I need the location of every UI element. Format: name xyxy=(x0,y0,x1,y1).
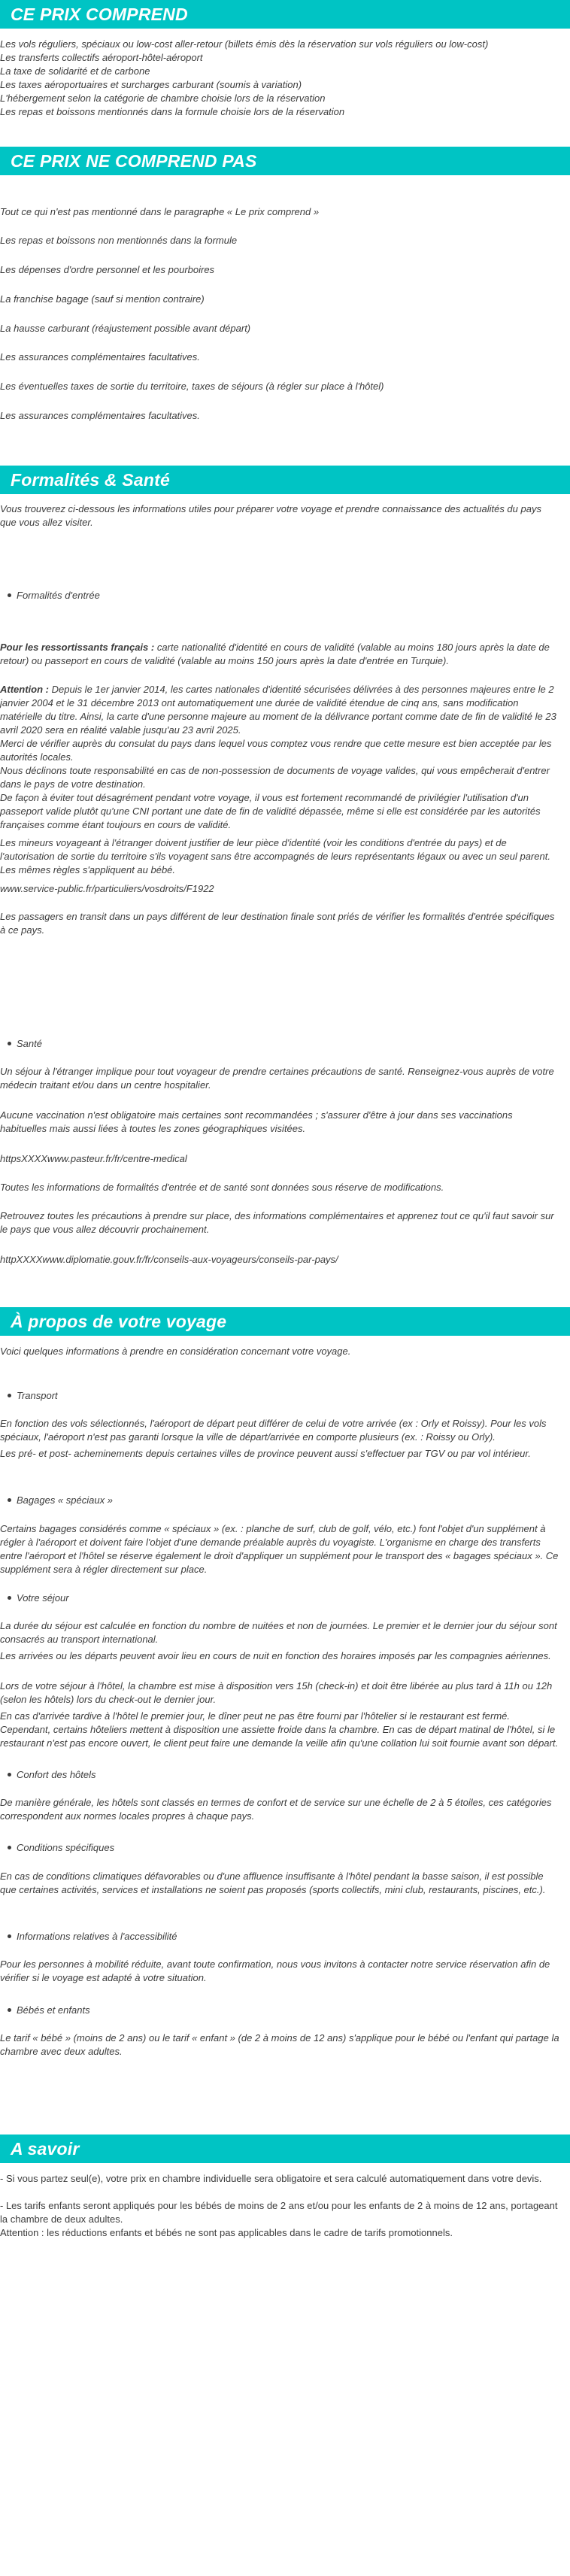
prix-comprend-item: L'hébergement selon la catégorie de chambre choisie lors de la réservation xyxy=(0,93,326,104)
ressortissants-label: Pour les ressortissants français : xyxy=(0,642,155,653)
sejour-paragraph-3: Lors de votre séjour à l'hôtel, la chambre est mise à disposition vers 15h (check-in) et doit être libérée au plus tard à 11h ou 12h (selon les hôtels) lors du check-out le dernier jour. xyxy=(0,1680,553,1705)
bagages-paragraph: Certains bagages considérés comme « spéciaux » (ex. : planche de surf, club de golf, vélo, etc.) font l'objet d'un supplément à régler à l'aéroport et doivent faire l'objet d'une demande préalable auprès du voyagiste. L'organisme en charge des transferts entre l'aéroport et l'hôtel se réserve également le droit d'appliquer un supplément pour le transport des « bagages spéciaux ». Ce supplément sera à régler directement sur place. xyxy=(0,1523,559,1575)
sejour-paragraph-4: En cas d'arrivée tardive à l'hôtel le premier jour, le dîner peut ne pas être fourni par l'hôtelier si le restaurant est fermé. Cependant, certains hôteliers mettent à disposition une assiette froide dans la chambre. En cas de départ matinal de l'hôtel, si le restaurant n'est pas encore ouvert, le client peut faire une demande la veille afin qu'une collation lui soit fournie avant son départ. xyxy=(0,1710,559,1749)
asavoir-line-3: Attention : les réductions enfants et bébés ne sont pas applicables dans le cadre de tarifs promotionnels. xyxy=(0,2227,453,2238)
bullet-transport: Transport xyxy=(17,1390,58,1401)
prix-comprend-item: Les transferts collectifs aéroport-hôtel-aéroport xyxy=(0,52,203,63)
sante-sejour-paragraph: Un séjour à l'étranger implique pour tout voyageur de prendre certaines précautions de santé. Renseignez-vous auprès de votre médecin traitant et/ou dans un centre hospitalier. xyxy=(0,1066,554,1091)
attention-label: Attention : xyxy=(0,684,49,695)
vaccination-paragraph: Aucune vaccination n'est obligatoire mais certaines sont recommandées ; s'assurer d'être à jour dans ses vaccinations habituelles mais aussi liées à toutes les zones géographiques visitées. xyxy=(0,1109,513,1134)
verifier-paragraph: Merci de vérifier auprès du consulat du pays dans lequel vous comptez vous rendre que cette mesure est bien acceptée par les autorités locales. xyxy=(0,738,552,763)
section-header-prix-ne-comprend: CE PRIX NE COMPREND PAS xyxy=(0,147,570,175)
ressortissants-paragraph xyxy=(0,641,559,668)
section-header-apropos: À propos de votre voyage xyxy=(0,1307,570,1336)
sejour-paragraph-2: Les arrivées ou les départs peuvent avoir lieu en cours de nuit en fonction des horaires imposés par les compagnies aériennes. xyxy=(0,1650,551,1661)
eviter-paragraph: De façon à éviter tout désagrément pendant votre voyage, il vous est fortement recommandé de privilégier l'utilisation d'un passeport valide plutôt qu'une CNI portant une date de fin de validité dépassée, même si elle est considérée par les autorités françaises comme étant toujours en cours de validité. xyxy=(0,792,541,830)
section-header-prix-comprend: CE PRIX COMPREND xyxy=(0,0,570,29)
conditions-paragraph: En cas de conditions climatiques défavorables ou d'une affluence insuffisante à l'hôtel pendant la basse saison, il est possible que certaines activités, services et installations ne soient pas proposés (sports collectifs, mini club, restaurants, piscines, etc.). xyxy=(0,1871,546,1895)
prix-comprend-item: Les taxes aéroportuaires et surcharges carburant (soumis à variation) xyxy=(0,79,302,90)
bullet-bebes: Bébés et enfants xyxy=(17,2004,90,2016)
section-header-formalites: Formalités & Santé xyxy=(0,466,570,494)
diplomatie-link[interactable]: httpXXXXwww.diplomatie.gouv.fr/fr/conseils-aux-voyageurs/conseils-par-pays/ xyxy=(0,1254,338,1265)
service-public-link[interactable]: www.service-public.fr/particuliers/vosdroits/F1922 xyxy=(0,883,214,894)
prix-ne-comprend-item: La franchise bagage (sauf si mention contraire) xyxy=(0,293,205,305)
asavoir-line-1: - Si vous partez seul(e), votre prix en chambre individuelle sera obligatoire et sera calculé automatiquement dans votre devis. xyxy=(0,2173,542,2184)
declinons-paragraph: Nous déclinons toute responsabilité en cas de non-possession de documents de voyage valides, qui vous empêcherait d'entrer dans le pays de votre destination. xyxy=(0,765,550,790)
prix-ne-comprend-item: Les assurances complémentaires facultatives. xyxy=(0,410,200,421)
ressortissants-text: carte nationalité d'identité en cours de validité (valable au moins 180 jours après la date de retour) ou passeport en cours de validité (valable au moins 150 jours après la date d'entrée en Turquie). xyxy=(0,642,550,666)
attention-paragraph xyxy=(0,683,559,737)
prix-ne-comprend-item: Les éventuelles taxes de sortie du territoire, taxes de séjours (à régler sur place à l'hôtel) xyxy=(0,381,384,392)
bullet-bagages: Bagages « spéciaux » xyxy=(17,1494,113,1506)
formalites-intro: Vous trouverez ci-dessous les informations utiles pour préparer votre voyage et prendre connaissance des actualités du pays que vous allez visiter. xyxy=(0,503,541,528)
attention-text: Depuis le 1er janvier 2014, les cartes nationales d'identité sécurisées délivrées à des personnes majeures entre le 2 janvier 2004 et le 31 décembre 2013 ont automatiquement une durée de validité étendue de cinq ans, sans modification matérielle du titre. Ainsi, la carte d'une personne majeure au moment de la délivrance portant comme date de fin de validité le 23 avril 2020 sera en réalité valable jusqu'au 23 avril 2025. xyxy=(0,684,556,736)
transport-paragraph-2: Les pré- et post- acheminements depuis certaines villes de province peuvent aussi s'effectuer par TGV ou par vol intérieur. xyxy=(0,1448,531,1459)
retrouvez-paragraph: Retrouvez toutes les précautions à prendre sur place, des informations complémentaires et apprenez tout ce qu'il faut savoir sur le pays que vous allez découvrir prochainement. xyxy=(0,1210,554,1235)
bullet-accessibilite: Informations relatives à l'accessibilité xyxy=(17,1931,177,1942)
prix-ne-comprend-item: Les assurances complémentaires facultatives. xyxy=(0,351,200,363)
apropos-intro: Voici quelques informations à prendre en considération concernant votre voyage. xyxy=(0,1346,351,1357)
prix-comprend-item: Les repas et boissons mentionnés dans la formule choisie lors de la réservation xyxy=(0,106,345,117)
bullet-sante: Santé xyxy=(17,1038,42,1049)
mineurs-paragraph: Les mineurs voyageant à l'étranger doivent justifier de leur pièce d'identité (voir les conditions d'entrée du pays) et de l'autorisation de sortie du territoire s'ils voyagent sans être accompagnés de leurs représentants légaux ou avec un seul parent. Les mêmes règles s'appliquent au bébé. xyxy=(0,837,550,875)
sejour-paragraph-1: La durée du séjour est calculée en fonction du nombre de nuitées et non de journées. Le premier et le dernier jour du séjour sont consacrés au transport international. xyxy=(0,1620,557,1645)
bullet-conditions: Conditions spécifiques xyxy=(17,1842,115,1853)
prix-ne-comprend-item: Les dépenses d'ordre personnel et les pourboires xyxy=(0,264,215,275)
accessibilite-paragraph: Pour les personnes à mobilité réduite, avant toute confirmation, nous vous invitons à contacter notre service réservation afin de vérifier si le voyage est adapté à votre situation. xyxy=(0,1959,550,1983)
prix-ne-comprend-item: Tout ce qui n'est pas mentionné dans le paragraphe « Le prix comprend » xyxy=(0,206,320,217)
confort-paragraph: De manière générale, les hôtels sont classés en termes de confort et de service sur une échelle de 2 à 5 étoiles, ces catégories correspondent aux normes locales propres à chaque pays. xyxy=(0,1797,552,1822)
bebes-paragraph: Le tarif « bébé » (moins de 2 ans) ou le tarif « enfant » (de 2 à moins de 12 ans) s'applique pour le bébé ou l'enfant qui partage la chambre avec deux adultes. xyxy=(0,2032,559,2057)
bullet-confort: Confort des hôtels xyxy=(17,1769,96,1780)
prix-comprend-item: Les vols réguliers, spéciaux ou low-cost aller-retour (billets émis dès la réservation sur vols réguliers ou low-cost) xyxy=(0,38,489,50)
reserve-paragraph: Toutes les informations de formalités d'entrée et de santé sont données sous réserve de modifications. xyxy=(0,1182,444,1193)
pasteur-link[interactable]: httpsXXXXwww.pasteur.fr/fr/centre-medical xyxy=(0,1153,187,1164)
transport-paragraph-1: En fonction des vols sélectionnés, l'aéroport de départ peut différer de celui de votre arrivée (ex : Orly et Roissy). Pour les vols spéciaux, l'aéroport n'est pas garanti lorsque la ville de départ/arrivée en comporte plusieurs (ex. : Roissy ou Orly). xyxy=(0,1418,547,1443)
asavoir-line-2: - Les tarifs enfants seront appliqués pour les bébés de moins de 2 ans et/ou pour les enfants de 2 à moins de 12 ans, portageant la chambre de deux adultes. xyxy=(0,2200,558,2225)
transit-paragraph: Les passagers en transit dans un pays différent de leur destination finale sont priés de vérifier les formalités d'entrée spécifiques à ce pays. xyxy=(0,911,555,936)
prix-comprend-item: La taxe de solidarité et de carbone xyxy=(0,65,150,77)
bullet-formalites-entree: Formalités d'entrée xyxy=(17,590,100,601)
prix-ne-comprend-item: La hausse carburant (réajustement possible avant départ) xyxy=(0,323,251,334)
bullet-sejour: Votre séjour xyxy=(17,1592,69,1604)
section-header-asavoir: A savoir xyxy=(0,2135,570,2163)
prix-ne-comprend-item: Les repas et boissons non mentionnés dans la formule xyxy=(0,235,238,246)
